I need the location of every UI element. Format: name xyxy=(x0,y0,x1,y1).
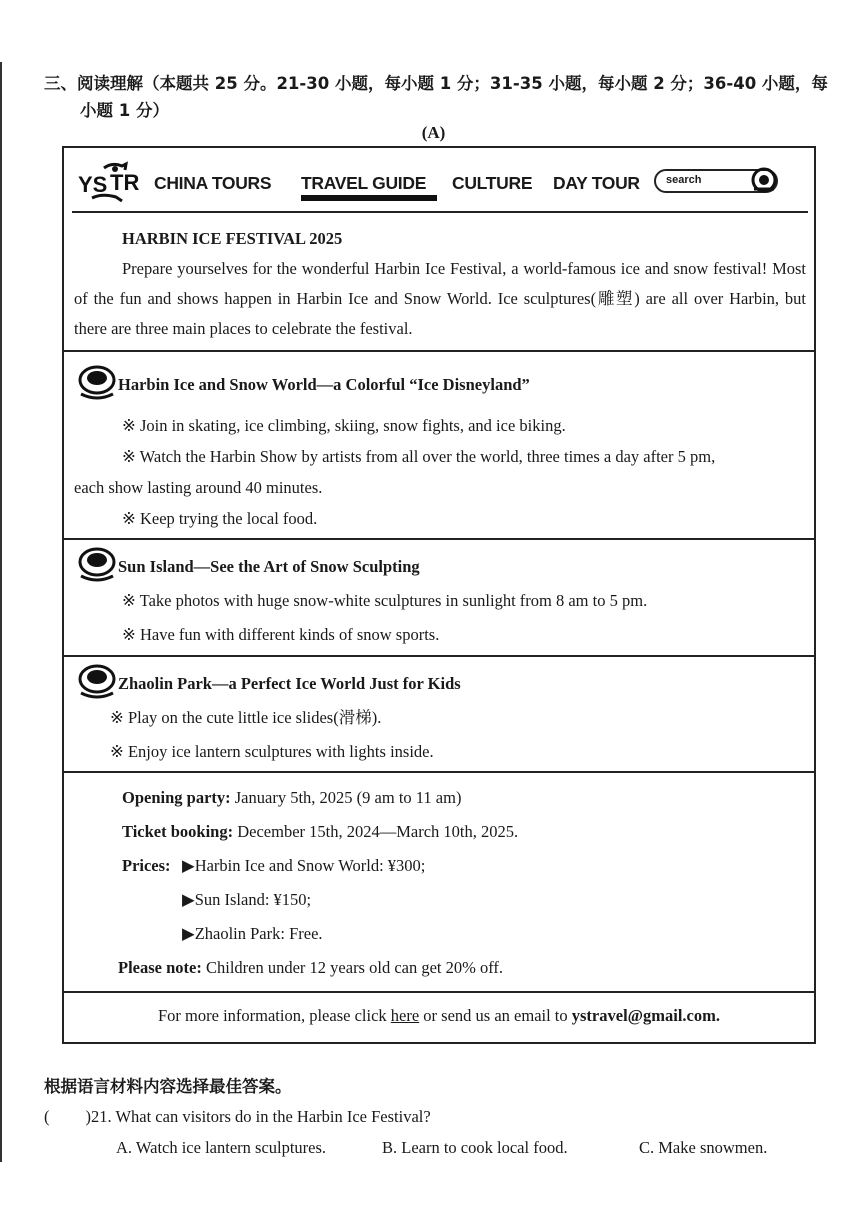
section-heading-line1: 三、阅读理解（本题共 25 分。21-30 小题，每小题 1 分；31-35 小题，每小题 2 分；36-40 小题，每 xyxy=(44,74,828,93)
ticket-booking-line xyxy=(122,817,518,847)
nav-active-indicator xyxy=(301,195,437,201)
page-left-rule xyxy=(0,62,2,1162)
nav-bar xyxy=(64,148,814,212)
footer-line xyxy=(64,1006,814,1026)
travel-page-box xyxy=(62,146,816,1044)
nav-day-tour[interactable]: DAY TOUR xyxy=(553,173,640,193)
festival-title: HARBIN ICE FESTIVAL 2025 xyxy=(122,229,343,248)
place-ice-snow-world xyxy=(64,352,814,538)
place-bullet: ※ Keep trying the local food. xyxy=(122,509,318,528)
price-item: ▶Sun Island: ¥150; xyxy=(182,890,312,909)
ystr-logo-icon xyxy=(78,160,148,204)
nav-culture[interactable]: CULTURE xyxy=(452,173,533,193)
section-heading-line2: 小题 1 分） xyxy=(80,101,169,120)
price-item: ▶Zhaolin Park: Free. xyxy=(182,924,323,943)
place-bullet: ※ Watch the Harbin Show by artists from all over the world, three times a day after 5 pm, xyxy=(122,447,716,466)
snowball-icon xyxy=(76,364,118,402)
here-link[interactable]: here xyxy=(390,1006,420,1025)
svg-text:YS: YS xyxy=(78,172,108,197)
intro-section xyxy=(64,222,814,350)
footer-middle: or send us an email to xyxy=(419,1006,572,1025)
place-bullet: ※ Take photos with huge snow-white sculptures in sunlight from 8 am to 5 pm. xyxy=(122,591,648,610)
prices-label: Prices: xyxy=(122,856,171,875)
place-bullet: ※ Play on the cute little ice slides(滑梯). xyxy=(110,708,382,727)
please-note-value: Children under 12 years old can get 20% off. xyxy=(201,958,504,977)
ticket-booking-label: Ticket booking: xyxy=(122,822,234,841)
section-heading xyxy=(44,70,844,124)
place-bullet-continued: each show lasting around 40 minutes. xyxy=(74,478,323,497)
question-text: 21. What can visitors do in the Harbin Ice Festival? xyxy=(91,1107,431,1126)
part-label: (A) xyxy=(421,123,446,142)
question-21 xyxy=(44,1107,431,1127)
place-title: Harbin Ice and Snow World—a Colorful “Ice Disneyland” xyxy=(118,375,530,394)
search-icon[interactable] xyxy=(750,167,778,195)
price-item: ▶Harbin Ice and Snow World: ¥300; xyxy=(182,856,426,875)
opening-party-line xyxy=(122,783,461,813)
answer-bracket-close: ) xyxy=(85,1107,91,1126)
nav-underline xyxy=(72,211,808,213)
answer-bracket-open: ( xyxy=(44,1107,50,1126)
place-bullet: ※ Have fun with different kinds of snow sports. xyxy=(122,625,440,644)
section-divider xyxy=(64,991,814,993)
intro-paragraph: Prepare yourselves for the wonderful Harbin Ice Festival, a world-famous ice and snow festival! Most of the fun and shows happen in Harbin Ice and Snow World. Ice sculptures(雕塑) are all over Harbin, but there are three main places to celebrate the festival. xyxy=(74,259,806,338)
opening-party-value: January 5th, 2025 (9 am to 11 am) xyxy=(230,788,462,807)
place-bullet: ※ Enjoy ice lantern sculptures with lights inside. xyxy=(110,742,434,761)
place-title: Sun Island—See the Art of Snow Sculpting xyxy=(118,557,420,576)
please-note-line xyxy=(118,953,503,983)
snowball-icon xyxy=(76,663,118,701)
please-note-label: Please note: xyxy=(118,958,202,977)
place-bullet: ※ Join in skating, ice climbing, skiing, snow fights, and ice biking. xyxy=(122,416,566,435)
place-sun-island xyxy=(64,540,814,655)
nav-travel-guide[interactable]: TRAVEL GUIDE xyxy=(301,173,427,193)
contact-email[interactable]: ystravel@gmail.com. xyxy=(571,1006,720,1025)
option-b[interactable]: B. Learn to cook local food. xyxy=(382,1138,568,1157)
snowball-icon xyxy=(76,546,118,584)
place-zhaolin-park xyxy=(64,657,814,771)
svg-text:TR: TR xyxy=(110,170,140,195)
search-placeholder: search xyxy=(666,174,702,186)
option-a[interactable]: A. Watch ice lantern sculptures. xyxy=(116,1138,327,1157)
footer-prefix: For more information, please click xyxy=(158,1006,391,1025)
nav-china-tours[interactable]: CHINA TOURS xyxy=(154,173,272,193)
info-section xyxy=(64,773,814,991)
instruction-text: 根据语言材料内容选择最佳答案。 xyxy=(44,1077,292,1096)
opening-party-label: Opening party: xyxy=(122,788,231,807)
place-title: Zhaolin Park—a Perfect Ice World Just for Kids xyxy=(118,674,461,693)
option-c[interactable]: C. Make snowmen. xyxy=(639,1138,768,1157)
ticket-booking-value: December 15th, 2024—March 10th, 2025. xyxy=(233,822,519,841)
